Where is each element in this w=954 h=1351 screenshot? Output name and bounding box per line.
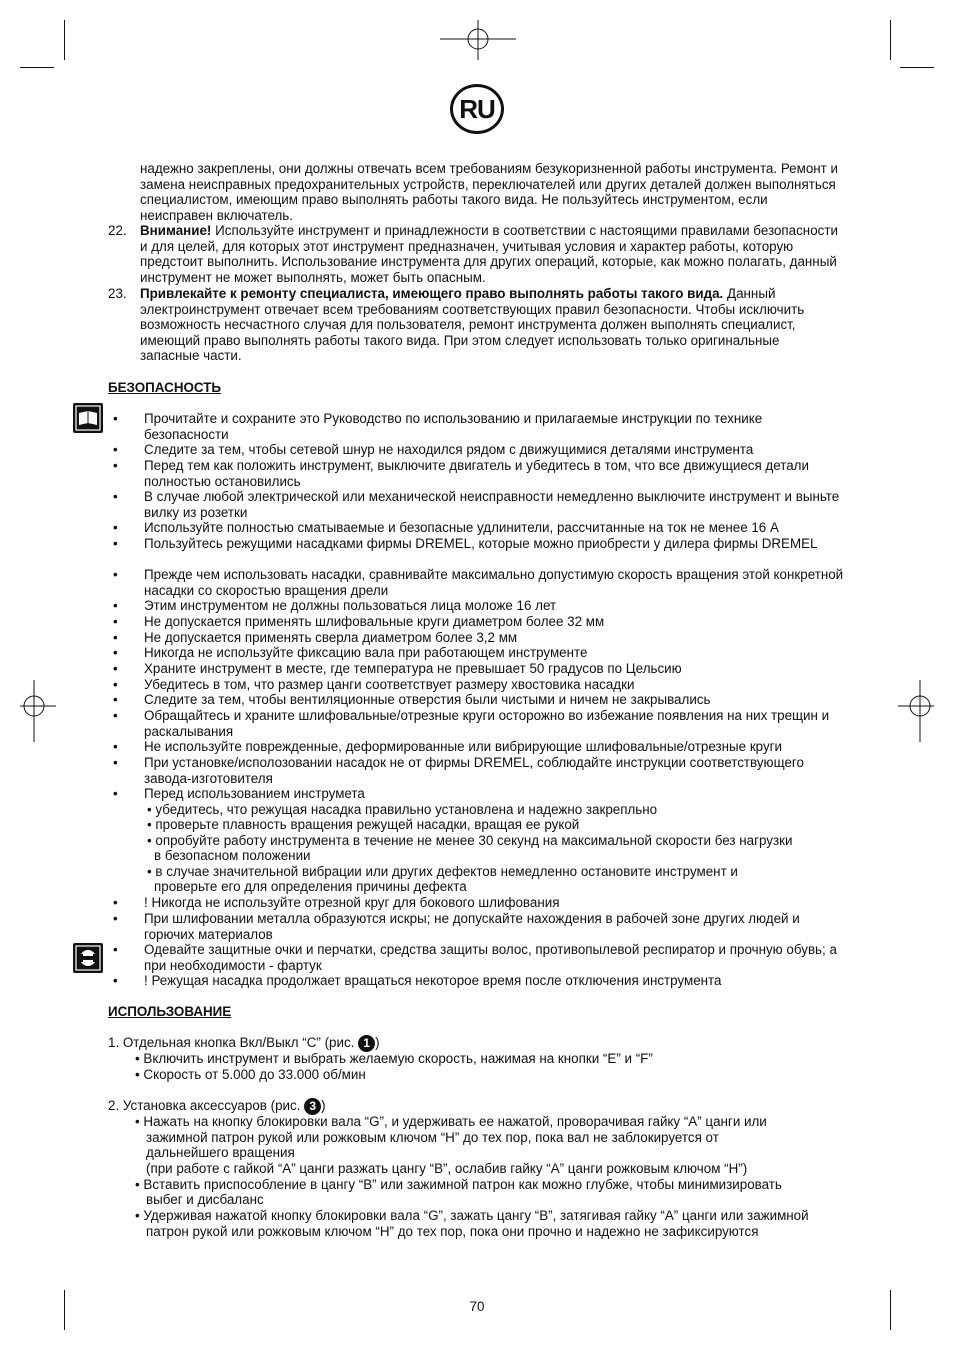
safety-item: Не допускается применять сверла диаметром более 3,2 мм [144, 630, 518, 645]
usage-step-label: 1. Отдельная кнопка Вкл/Выкл “C” (рис. [108, 1035, 355, 1051]
bullet-icon: • [113, 489, 118, 504]
usage-heading: ИСПОЛЬЗОВАНИЕ [108, 1004, 232, 1019]
figure-1-icon: 1 [358, 1035, 375, 1052]
safety-item: Не используйте поврежденные, деформированные или вибрирующие шлифовальные/отрезные круги [144, 739, 783, 754]
bullet-icon: • [113, 708, 118, 723]
language-badge [450, 84, 504, 134]
safety-item: ! Никогда не используйте отрезной круг для бокового шлифования [144, 895, 560, 910]
usage-step-2 [108, 1098, 326, 1115]
usage-step-1 [108, 1035, 380, 1052]
item-bold: Внимание! [140, 223, 212, 238]
safety-item: Обращайтесь и храните шлифовальные/отрезные круги осторожно во избежание появления на них трещин и раскалывания [144, 708, 830, 739]
safety-item: При шлифовании металла образуются искры; не допускайте нахождения в рабочей зоне других людей и горючих материалов [144, 911, 800, 942]
bullet-icon: • [113, 458, 118, 473]
bullet-icon: • [113, 520, 118, 535]
usage-bullet-cont: зажимной патрон рукой или рожковым ключом “H” до тех пор, пока вал не заблокируется от [146, 1130, 719, 1145]
bullet-icon: • [113, 661, 118, 676]
usage-bullet-cont: выбег и дисбаланс [146, 1192, 264, 1207]
safety-subitem: проверьте его для определения причины дефекта [154, 879, 467, 894]
item-23 [140, 286, 840, 364]
bullet-icon: • [113, 942, 118, 957]
bullet-icon: • [113, 630, 118, 645]
item-text: Данный электроинструмент отвечает всем требованиям соответствующих правил безопасности. Чтобы исключить возможность несчастного случая для пользователя, ремонт инструмента должен выполнять специалист, имеющий право выполнять работы такого вида. При этом следует использовать только оригинальные запасные части. [140, 286, 805, 364]
safety-item: Прежде чем использовать насадки, сравнивайте максимально допустимую скорость вращения этой конкретной насадки со скоростью вращения дрели [144, 567, 844, 598]
item-bold: Привлекайте к ремонту специалиста, имеющего право выполнять работы такого вида. [140, 286, 724, 301]
crop-mark [900, 67, 934, 68]
usage-bullet-cont: дальнейшего вращения [146, 1145, 295, 1160]
safety-item: Перед использованием инструмета [144, 786, 365, 801]
bullet-icon: • [113, 536, 118, 551]
usage-bullet: • Включить инструмент и выбрать желаемую скорость, нажимая на кнопки “E” и “F” [135, 1051, 653, 1066]
safety-subitem: в безопасном положении [154, 848, 311, 863]
usage-bullet: • Скорость от 5.000 до 33.000 об/мин [135, 1067, 366, 1082]
bullet-icon: • [113, 598, 118, 613]
read-manual-icon [73, 403, 103, 433]
safety-subitem: • опробуйте работу инструмента в течение не менее 30 секунд на максимальной скорости без нагрузки [147, 833, 793, 848]
item-22 [140, 223, 840, 285]
language-badge-label: RU [459, 94, 495, 124]
intro-paragraph: надежно закреплены, они должны отвечать всем требованиям безукоризненной работы инструмента. Ремонт и замена неисправных предохранительных устройств, переключателей или других деталей должен выполняться специалистом, имеющим право выполнять работы такого вида. Не пользуйтесь инструментом, если неисправен включатель. [140, 161, 838, 223]
safety-item: Одевайте защитные очки и перчатки, средства защиты волос, противопылевой респиратор и прочную обувь; а при необходимости - фартук [144, 942, 837, 973]
safety-item: Пользуйтесь режущими насадками фирмы DREMEL, которые можно приобрести у дилера фирмы DREMEL [144, 536, 818, 551]
usage-bullet-cont: (при работе с гайкой “A” цанги разжать цангу “B”, ослабив гайку “A” цанги рожковым ключом “H”) [146, 1161, 748, 1176]
registration-mark-right [898, 680, 934, 742]
item-text: Используйте инструмент и принадлежности в соответствии с настоящими правилами безопасности и для целей, для которых этот инструмент предназначен, учитывая условия и характер работы, которую предстоит выполнить. Использование инструмента для других операций, которые, как можно полагать, данный инструмент не может выполнять, может быть опасным. [140, 223, 838, 285]
safety-item: ! Режущая насадка продолжает вращаться некоторое время после отключения инструмента [144, 973, 722, 988]
protective-equipment-icon [73, 943, 103, 973]
bullet-icon: • [113, 567, 118, 582]
bullet-icon: • [113, 911, 118, 926]
safety-heading: БЕЗОПАСНОСТЬ [108, 380, 222, 395]
crop-mark [20, 67, 54, 68]
usage-bullet: • Удерживая нажатой кнопку блокировки вала “G”, зажать цангу “B”, затягивая гайку “A” цанги или зажимной [135, 1208, 809, 1223]
safety-subitem: • убедитесь, что режущая насадка правильно установлена и надежно закрепльно [147, 802, 658, 817]
safety-subitem: • проверьте плавность вращения режущей насадки, вращая ее рукой [147, 817, 580, 832]
figure-3-icon: 3 [304, 1098, 321, 1115]
bullet-icon: • [113, 786, 118, 801]
safety-item: Прочитайте и сохраните это Руководство по использованию и прилагаемые инструкции по технике безопасности [144, 411, 763, 442]
safety-item: Храните инструмент в месте, где температура не превышает 50 градусов по Цельсию [144, 661, 682, 676]
safety-item: Перед тем как положить инструмент, выключите двигатель и убедитесь в том, что все движущиеся детали полностью остановились [144, 458, 809, 489]
usage-bullet: • Вставить приспособление в цангу “B” или зажимной патрон как можно глубже, чтобы минимизировать [135, 1177, 782, 1192]
safety-item: При установке/исполозовании насадок не от фирмы DREMEL, соблюдайте инструкции соответствующего завода-изготовителя [144, 755, 804, 786]
bullet-icon: • [113, 411, 118, 426]
bullet-icon: • [113, 692, 118, 707]
safety-item: В случае любой электрической или механической неисправности немедленно выключите инструмент и выньте вилку из розетки [144, 489, 840, 520]
item-number: 23. [108, 286, 127, 301]
safety-item: Не допускается применять шлифовальные круги диаметром более 32 мм [144, 614, 605, 629]
safety-item: Следите за тем, чтобы вентиляционные отверстия были чистыми и ничем не закрывались [144, 692, 711, 707]
usage-step-label: 2. Установка аксессуаров (рис. [108, 1098, 301, 1114]
item-number: 22. [108, 223, 127, 238]
crop-mark [890, 20, 891, 60]
bullet-icon: • [113, 739, 118, 754]
bullet-icon: • [113, 614, 118, 629]
bullet-icon: • [113, 645, 118, 660]
bullet-icon: • [113, 442, 118, 457]
usage-bullet-cont: патрон рукой или рожковым ключом “H” до тех пор, пока они прочно и надежно не зафиксируются [146, 1224, 759, 1239]
usage-step-close: ) [375, 1035, 380, 1051]
safety-item: Следите за тем, чтобы сетевой шнур не находился рядом с движущимися деталями инструмента [144, 442, 754, 457]
safety-item: Убедитесь в том, что размер цанги соответствует размеру хвостовика насадки [144, 677, 635, 692]
safety-item: Этим инструментом не должны пользоваться лица моложе 16 лет [144, 598, 557, 613]
page-number: 70 [469, 1299, 485, 1314]
safety-item: Используйте полностью сматываемые и безопасные удлинители, рассчитанные на ток не менее 16 А [144, 520, 779, 535]
registration-mark-top [440, 20, 516, 60]
safety-item: Никогда не используйте фиксацию вала при работающем инструменте [144, 645, 588, 660]
bullet-icon: • [113, 895, 118, 910]
bullet-icon: • [113, 973, 118, 988]
registration-mark-left [20, 680, 56, 742]
bullet-icon: • [113, 677, 118, 692]
bullet-icon: • [113, 755, 118, 770]
safety-subitem: • в случае значительной вибрации или других дефектов немедленно остановите инструмент и [147, 864, 738, 879]
crop-mark [64, 20, 65, 60]
usage-step-close: ) [321, 1098, 326, 1114]
usage-bullet: • Нажать на кнопку блокировки вала “G”, и удерживать ее нажатой, проворачивая гайку “A” цанги или [135, 1114, 767, 1129]
